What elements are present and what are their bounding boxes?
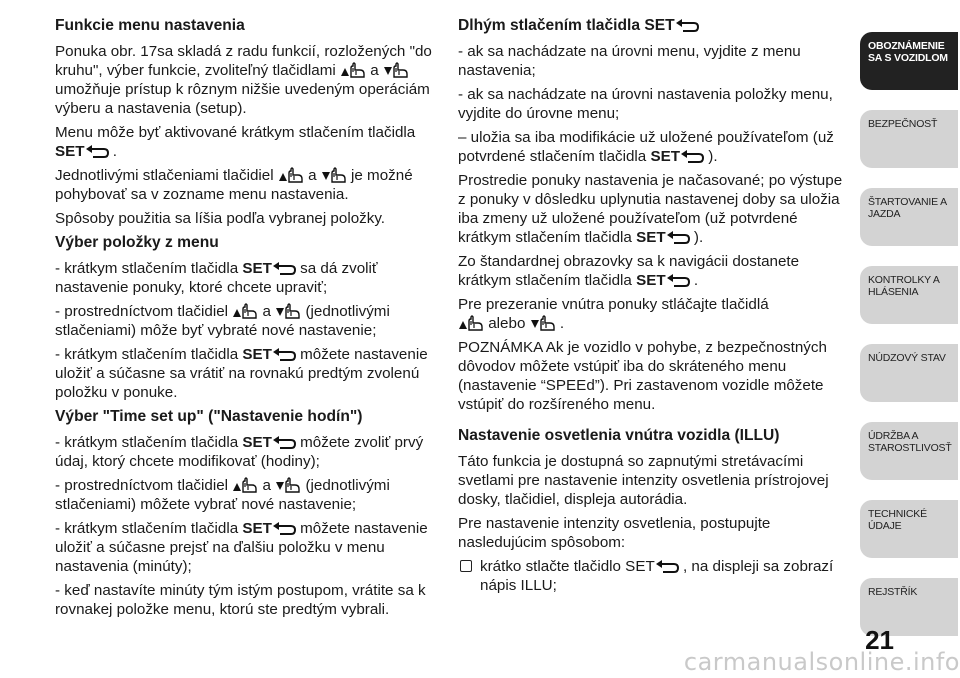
return-arrow-icon: [655, 560, 679, 574]
return-arrow-icon: [272, 262, 296, 276]
page-number: 21: [865, 625, 894, 655]
down-arrow-hand-icon: [321, 167, 347, 183]
tab-safety[interactable]: BEZPEČNOSŤ: [860, 110, 958, 168]
paragraph-illu-desc: Táto funkcia je dostupná so zapnutými stretávacími svetlami pre nastavenie intenzity osvetlenia prístrojovej dosky, tlačidiel, displeja autorádia.: [458, 453, 829, 508]
return-arrow-icon: [666, 274, 690, 288]
return-arrow-icon: [272, 436, 296, 450]
return-arrow-icon: [680, 150, 704, 164]
paragraph-illu-procedure: Pre nastavenie intenzity osvetlenia, postupujte nasledujúcim spôsobom:: [458, 515, 771, 551]
paragraph-navigation: Jednotlivými stlačeniami tlačidiel a je možné pohybovať sa v zozname menu nastavenia.: [55, 167, 413, 203]
return-arrow-icon: [666, 231, 690, 245]
return-arrow-icon: [675, 19, 699, 33]
watermark: carmanualsonline.info: [683, 648, 960, 676]
step-time-save: - krátkym stlačením tlačidla SET môžete nastavenie uložiť a súčasne prejsť na ďalšiu položku v menu nastavenia (minúty);: [55, 520, 428, 575]
tab-maintenance[interactable]: ÚDRŽBA A STAROSTLIVOSŤ: [860, 422, 958, 480]
down-arrow-hand-icon: [383, 62, 409, 78]
paragraph-navigation-standard: Zo štandardnej obrazovky sa k navigácii dostanete krátkym stlačením tlačidla SET .: [458, 253, 800, 289]
step-time-arrows: - prostredníctvom tlačidiel a (jednotlivými stlačeniami) môžete vybrať nové nastavenie;: [55, 477, 390, 513]
long-press-item-1: - ak sa nachádzate na úrovni menu, vyjdite z menu nastavenia;: [458, 43, 801, 79]
tab-technical-data[interactable]: TECHNICKÉ ÚDAJE: [860, 500, 958, 558]
tab-index[interactable]: REJSTŘÍK: [860, 578, 958, 636]
down-arrow-hand-icon: [275, 477, 301, 493]
up-arrow-hand-icon: [340, 62, 366, 78]
step-arrows-select: - prostredníctvom tlačidiel a (jednotlivými stlačeniami) môže byť vybraté nové nastavenie;: [55, 303, 390, 339]
paragraph-activation: Menu môže byť aktivované krátkym stlačením tlačidla SET .: [55, 124, 416, 160]
section-heading-time-set-up: Výber "Time set up" ("Nastavenie hodín"): [55, 408, 363, 425]
long-press-item-2: - ak sa nachádzate na úrovni nastavenia položky menu, vyjdite do úrovne menu;: [458, 86, 833, 122]
step-time-first: - krátkym stlačením tlačidla SET môžete zvoliť prvý údaj, ktorý chcete modifikovať (hodiny);: [55, 434, 424, 470]
down-arrow-hand-icon: [530, 315, 556, 331]
up-arrow-hand-icon: [232, 303, 258, 319]
step-short-press-save: - krátkym stlačením tlačidla SET môžete nastavenie uložiť a súčasne sa vrátiť na rovnakú predtým zvolenú položku v ponuke.: [55, 346, 428, 401]
return-arrow-icon: [272, 348, 296, 362]
paragraph-intro: Ponuka obr. 17sa skladá z radu funkcií, rozložených "do kruhu", výber funkcie, zvoliteľný tlačidlami a umožňuje prístup k rôznym nižšie uvedeným operáciám výberu a nastavenia (setup).: [55, 43, 432, 117]
section-heading-menu-item-select: Výber položky z menu: [55, 234, 219, 251]
return-arrow-icon: [272, 522, 296, 536]
section-heading-setup-functions: Funkcie menu nastavenia: [55, 17, 245, 34]
left-column: [55, 16, 440, 624]
tab-emergency[interactable]: NÚDZOVÝ STAV: [860, 344, 958, 402]
tab-getting-to-know-vehicle[interactable]: OBOZNÁMENIE SA S VOZIDLOM: [860, 32, 958, 90]
section-heading-illu: Nastavenie osvetlenia vnútra vozidla (ILLU): [458, 427, 780, 444]
paragraph-usage: Spôsoby použitia sa líšia podľa vybranej položky.: [55, 210, 386, 227]
paragraph-browse: Pre prezeranie vnútra ponuky stláčajte tlačidlá alebo .: [458, 296, 769, 332]
up-arrow-hand-icon: [458, 315, 484, 331]
paragraph-timeout: Prostredie ponuky nastavenia je načasované; po výstupe z ponuky v dôsledku uplynutia nastavenej doby sa uložia iba zmeny už uložené používateľom (už potvrdené krátkym stlačením tlačidla SET ).: [458, 172, 843, 246]
right-column: [458, 16, 850, 600]
list-item: krátko stlačte tlačidlo SET , na displeji sa zobrazí nápis ILLU;: [458, 557, 850, 595]
down-arrow-hand-icon: [275, 303, 301, 319]
paragraph-note: POZNÁMKA Ak je vozidlo v pohybe, z bezpečnostných dôvodov môžete vstúpiť iba do skráteného menu (nastavenie “SPEEd”). Pri zastavenom vozidle môžete vstúpiť do rozšíreného menu.: [458, 339, 827, 413]
up-arrow-hand-icon: [232, 477, 258, 493]
step-time-finish: - keď nastavíte minúty tým istým postupom, vrátite sa k rovnakej položke menu, ktorú ste predtým vybrali.: [55, 582, 426, 618]
return-arrow-icon: [85, 145, 109, 159]
step-short-press-select: - krátkym stlačením tlačidla SET sa dá zvoliť nastavenie ponuky, ktoré chcete upraviť;: [55, 260, 378, 296]
tab-starting-driving[interactable]: ŠTARTOVANIE A JAZDA: [860, 188, 958, 246]
long-press-item-3: – uložia sa iba modifikácie už uložené používateľom (už potvrdené stlačením tlačidla SET ).: [458, 129, 834, 165]
up-arrow-hand-icon: [278, 167, 304, 183]
checkbox-bullet-icon: [460, 560, 472, 572]
section-heading-long-press: Dlhým stlačením tlačidla SET: [458, 16, 850, 36]
tab-warning-lights[interactable]: KONTROLKY A HLÁSENIA: [860, 266, 958, 324]
chapter-sidebar: [858, 0, 960, 678]
